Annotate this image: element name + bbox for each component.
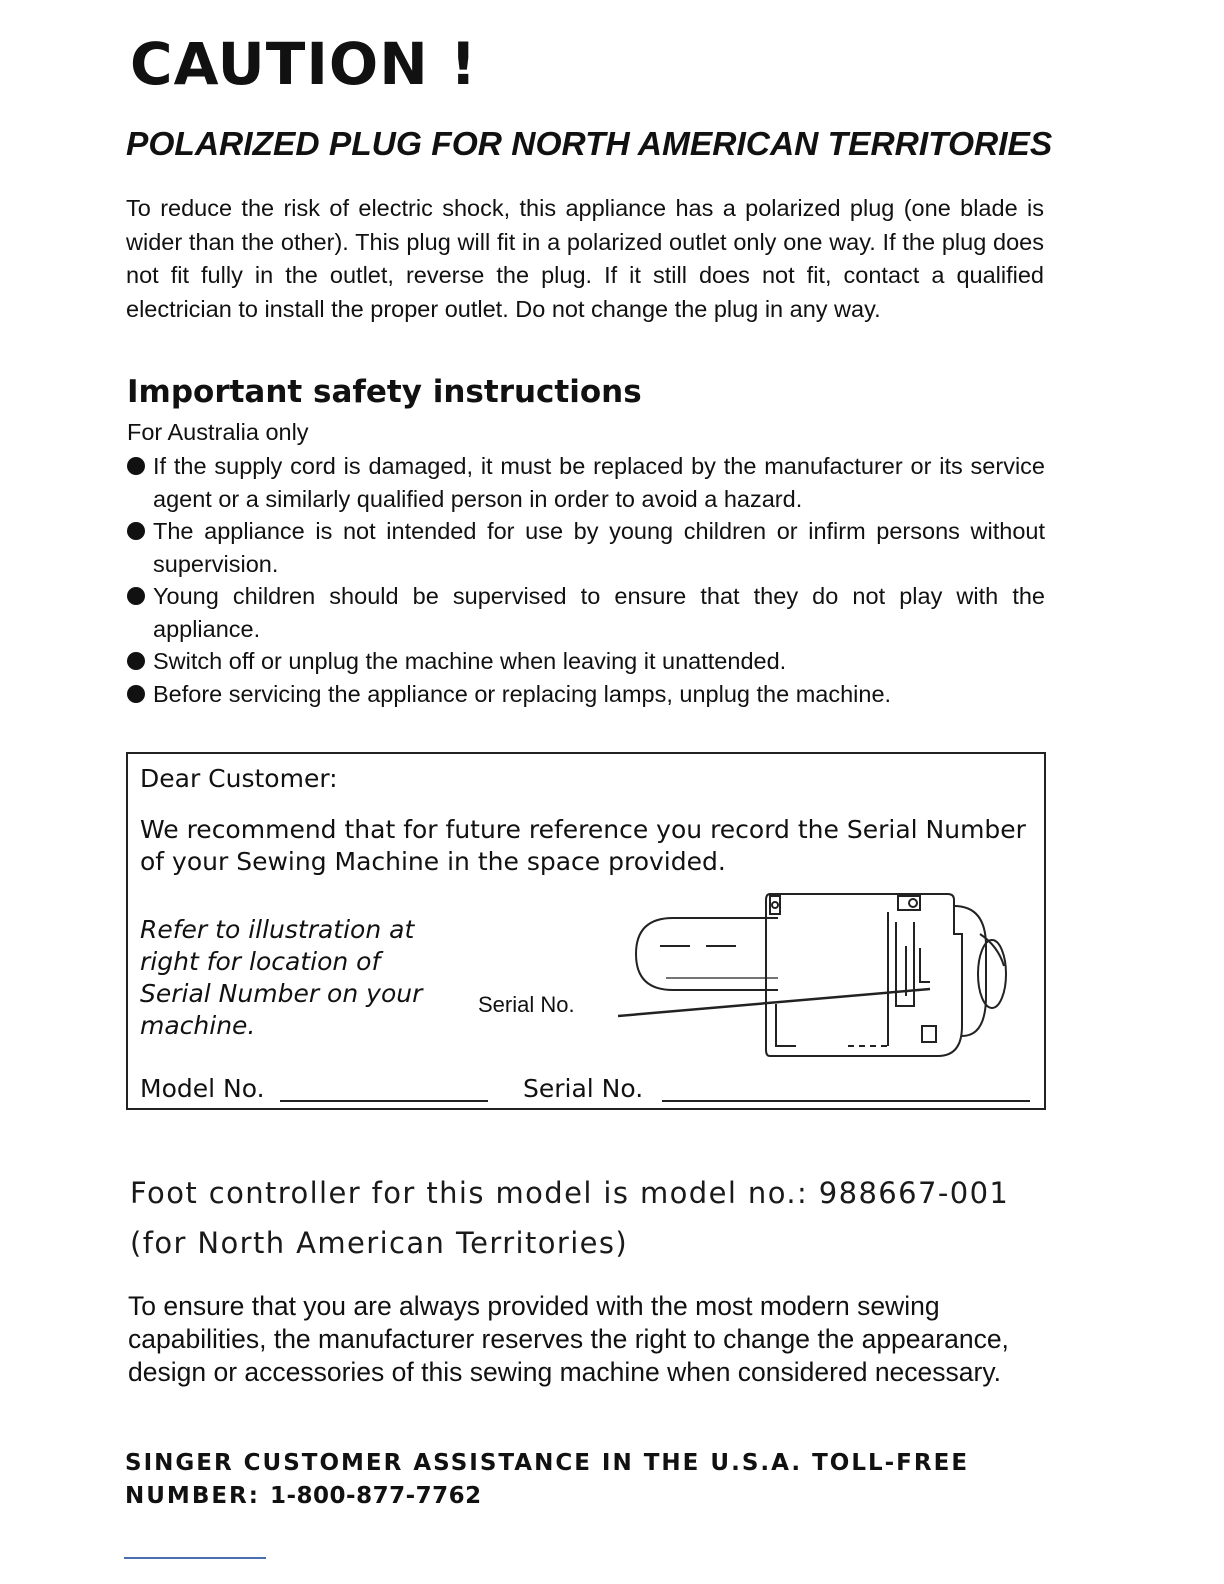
caution-title: CAUTION ! bbox=[130, 30, 478, 98]
bullet-icon bbox=[127, 522, 145, 540]
safety-item bbox=[127, 645, 1045, 678]
customer-record-box bbox=[126, 752, 1046, 1110]
toll-free-number: 1-800-877-7762 bbox=[269, 1483, 482, 1509]
dear-customer-greeting: Dear Customer: bbox=[140, 764, 338, 793]
foot-controller-model: Foot controller for this model is model no.: 988667-001 bbox=[130, 1176, 1010, 1210]
safety-item bbox=[127, 515, 1045, 580]
serial-no-label: Serial No. bbox=[523, 1074, 644, 1103]
model-no-blank[interactable] bbox=[280, 1100, 488, 1102]
customer-assistance bbox=[125, 1447, 1055, 1513]
australia-note: For Australia only bbox=[127, 419, 309, 445]
footer-rule bbox=[124, 1557, 266, 1559]
polarized-plug-paragraph: To reduce the risk of electric shock, this appliance has a polarized plug (one blade is wider than the other). This plug will fit in a polarized outlet only one way. If the plug does not fit fully in the outlet, reverse the plug. If it still does not fit, contact a qualified electrician to install the proper outlet. Do not change the plug in any way. bbox=[126, 195, 1044, 322]
bullet-icon bbox=[127, 652, 145, 670]
assistance-label: SINGER CUSTOMER ASSISTANCE IN THE U.S.A. TOLL-FREE NUMBER: bbox=[125, 1450, 970, 1509]
bullet-icon bbox=[127, 457, 145, 475]
foot-controller-territories: (for North American Territories) bbox=[130, 1226, 629, 1260]
model-no-label: Model No. bbox=[140, 1074, 265, 1103]
safety-item bbox=[127, 450, 1045, 515]
recommendation-text: We recommend that for future reference you record the Serial Number of your Sewing Machine in the space provided. bbox=[140, 815, 1026, 876]
safety-item-text: Before servicing the appliance or replacing lamps, unplug the machine. bbox=[153, 680, 892, 707]
safety-item-text: Switch off or unplug the machine when leaving it unattended. bbox=[153, 648, 787, 674]
safety-heading: Important safety instructions bbox=[127, 374, 642, 410]
safety-item-text: If the supply cord is damaged, it must be replaced by the manufacturer or its service agent or a similarly qualified person in order to avoid a hazard. bbox=[153, 453, 1045, 512]
serial-no-blank[interactable] bbox=[662, 1100, 1030, 1102]
safety-item bbox=[127, 678, 1045, 711]
safety-list bbox=[127, 450, 1045, 710]
safety-item-text: Young children should be supervised to ensure that they do not play with the appliance. bbox=[153, 583, 1045, 642]
bullet-icon bbox=[127, 685, 145, 703]
refer-illustration-note: Refer to illustration at right for location of Serial Number on your machine. bbox=[140, 915, 423, 1040]
sewing-machine-illustration bbox=[618, 886, 1018, 1066]
polarized-plug-subtitle: POLARIZED PLUG FOR NORTH AMERICAN TERRITORIES bbox=[126, 126, 1053, 163]
safety-item-text: The appliance is not intended for use by young children or infirm persons without supervision. bbox=[153, 518, 1045, 577]
bullet-icon bbox=[127, 587, 145, 605]
illustration-serial-label: Serial No. bbox=[478, 992, 575, 1017]
safety-item bbox=[127, 580, 1045, 645]
design-change-disclaimer: To ensure that you are always provided with the most modern sewing capabilities, the manufacturer reserves the right to change the appearance, design or accessories of this sewing machine when considered necessary. bbox=[128, 1291, 1009, 1387]
